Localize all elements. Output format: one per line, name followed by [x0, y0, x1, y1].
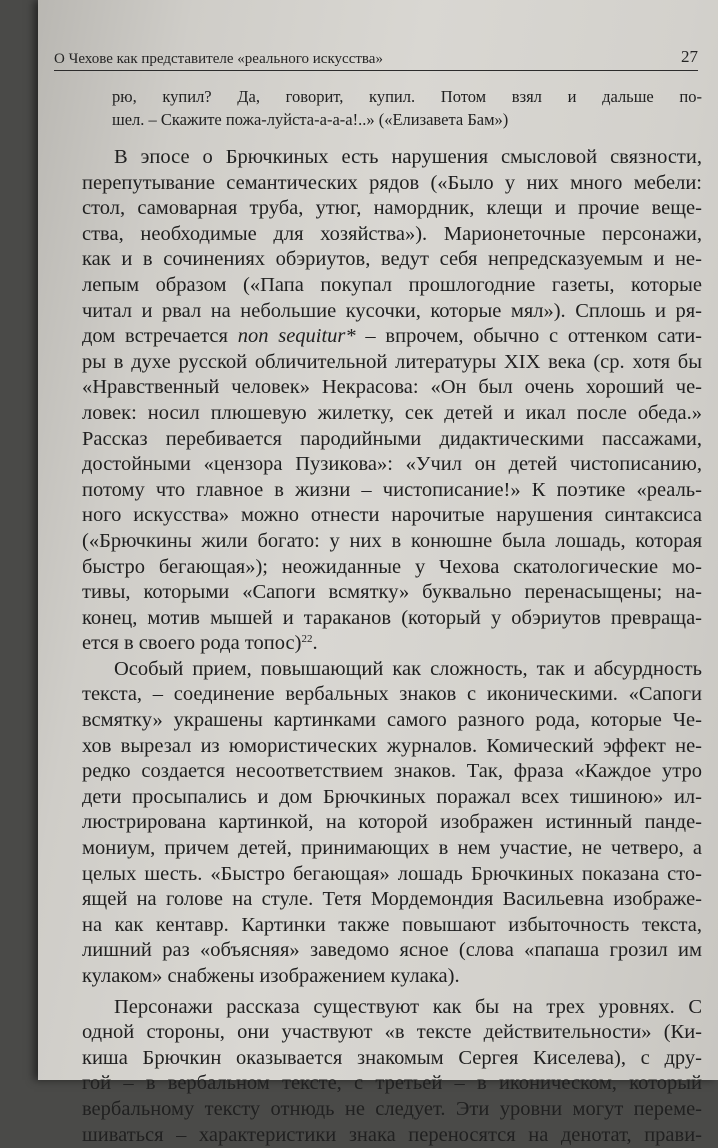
text-line: текста, – соединение вербальных знаков с иконическими. «Сапоги [82, 683, 702, 706]
text-line: шиваться – характеристики знака переносятся на денотат, прави- [82, 1123, 702, 1146]
text-line: всмятку» украшены картинками самого разного рода, которые Че- [82, 709, 702, 732]
text-line: быстро бегающая»); неожиданные у Чехова скатологические мо- [82, 555, 702, 578]
text-line: лишний раз «объясняя» заведомо ясное (слова «папаша грозил им [82, 939, 702, 962]
text-line: ного искусства» можно отнести нарочитые нарушения синтаксиса [82, 504, 702, 527]
text-line: «Нравственный человек» Некрасова: «Он был очень хороший че- [82, 376, 702, 399]
text-line: перепутывание семантических рядов («Было у них много мебели: [82, 171, 702, 194]
text-line: ры в духе русской обличительной литературы XIX века (ср. хотя бы [82, 350, 702, 373]
block-quote [82, 86, 702, 131]
text-line: ящей на голове на стуле. Тетя Мордемондия Васильевна изображе- [82, 888, 702, 911]
text-line: вербальному тексту отнюдь не следует. Эти уровни могут переме- [82, 1097, 702, 1120]
footnote-marker: 22 [301, 633, 313, 646]
text-line: потому что главное в жизни – чистописание!» К поэтике «реаль- [82, 478, 702, 501]
page-body [82, 86, 702, 1148]
text-line: гой – в вербальном тексте, с третьей – в иконическом, который [82, 1072, 702, 1095]
text-line: редко создается несоответствием знаков. Так, фраза «Каждое утро [82, 760, 702, 783]
text-fragment: ется в своего рода топос) [82, 632, 302, 655]
text-line: киша Брючкин оказывается знакомым Сергея Киселева), с дру- [82, 1046, 702, 1069]
running-title: О Чехове как представителе «реального искусства» [54, 51, 383, 67]
text-line: как и в сочинениях обэриутов, ведут себя непредсказуемым и не- [82, 248, 702, 271]
text-line: кулаком» снабжены изображением кулака). [82, 965, 460, 987]
running-header [54, 44, 698, 71]
text-line: одной стороны, они участвуют «в тексте действительности» (Ки- [82, 1021, 702, 1044]
text-line [82, 324, 702, 350]
text-line: ства, необходимые для хозяйства»). Марионеточные персонажи, [82, 222, 702, 245]
text-line: хов вырезал из юмористических журналов. Комический эффект не- [82, 734, 702, 757]
text-line: В эпосе о Брючкиных есть нарушения смысловой связности, [114, 146, 702, 168]
text-line: люстрирована картинкой, на которой изображен истинный панде- [82, 811, 702, 834]
text-line: мониум, причем детей, принимающих в нем участие, не четверо, а [82, 837, 702, 860]
text-line: стол, самоварная труба, утюг, намордник, клещи и прочие веще- [82, 197, 702, 220]
text-line: достойными «цензора Пузикова»: «Учил он детей чистописанию, [82, 453, 702, 476]
latin-term: non sequitur* [237, 325, 356, 348]
text-line: Рассказ перебивается пародийными дидактическими пассажами, [82, 427, 702, 450]
text-line: Особый прием, повышающий как сложность, так и абсурдность [114, 657, 702, 680]
text-line: тивы, которыми «Сапоги всмятку» буквально перенасыщены; на- [82, 581, 702, 604]
text-line: целых шесть. «Быстро бегающая» лошадь Брючкиных показана сто- [82, 862, 702, 885]
text-fragment: . [312, 632, 318, 655]
text-line: ловек: носил плюшевую жилетку, сек детей и икал после обеда.» [82, 401, 702, 424]
text-line: («Брючкины жили богато: у них в конюшне была лошадь, которая [82, 529, 702, 552]
text-line: дети просыпались и дом Брючкиных поражал всех тишиною» ил- [82, 785, 702, 808]
book-page [38, 0, 718, 1146]
text-fragment: – впрочем, обычно с оттенком сати- [355, 325, 703, 348]
paragraph [82, 145, 702, 657]
quote-line: шел. – Скажите пожа-луйста-а-а-а!..» («Елизавета Бам») [112, 109, 509, 129]
text-line: лепым образом («Папа покупал прошлогодние газеты, которые [82, 273, 702, 296]
text-line: Персонажи рассказа существуют как бы на трех уровнях. С [114, 995, 702, 1018]
text-fragment: дом встречается [82, 325, 238, 348]
text-line: читал и рвал на небольшие кусочки, которые мял»). Сплошь и ря- [82, 299, 702, 322]
text-line: на как кентавр. Картинки также повышают избыточность текста, [82, 913, 702, 936]
page-number: 27 [681, 47, 698, 66]
text-line: конец, мотив мышей и тараканов (который у обэриутов превраща- [82, 606, 702, 629]
paragraph [82, 995, 702, 1148]
quote-line: рю, купил? Да, говорит, купил. Потом взял и дальше по- [112, 87, 702, 106]
text-line [82, 631, 702, 657]
paragraph [82, 657, 702, 990]
